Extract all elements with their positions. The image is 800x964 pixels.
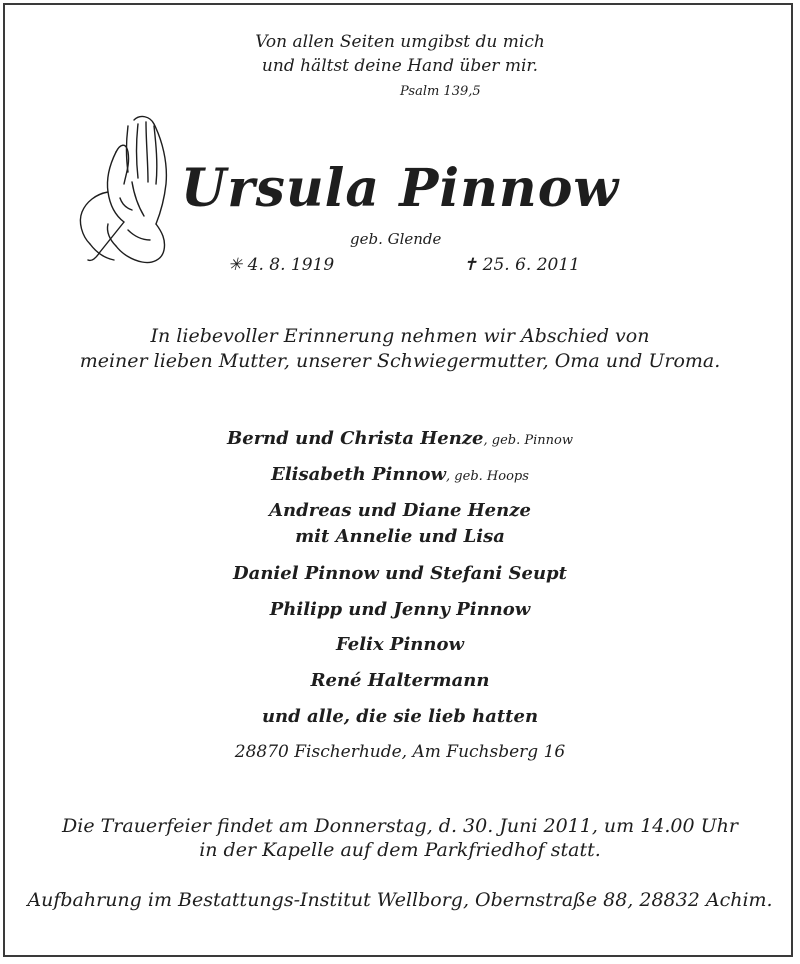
verse-line-2: und hältst deine Hand über mir. [261, 56, 539, 76]
funeral-line-1: Die Trauerfeier findet am Donnerstag, d. 30. Juni 2011, um 14.00 Uhr [62, 815, 738, 837]
death-date-row [463, 255, 580, 275]
family-address: 28870 Fischerhude, Am Fuchsberg 16 [234, 742, 566, 762]
mourner-5: Philipp und Jenny Pinnow [269, 599, 531, 620]
intro-line-1: In liebevoller Erinnerung nehmen wir Abschied von [150, 325, 650, 347]
deceased-name: Ursula Pinnow [180, 158, 620, 219]
mourner-1: Bernd und Christa Henze, geb. Pinnow [227, 428, 573, 449]
birth-star-icon: ✳ [228, 255, 243, 275]
mourner-2: Elisabeth Pinnow, geb. Hoops [271, 464, 529, 485]
mourner-4: Daniel Pinnow und Stefani Seupt [233, 563, 567, 584]
death-cross-icon: ✝ [463, 255, 478, 275]
mourner-3: Andreas und Diane Henze [269, 500, 531, 521]
verse-line-1: Von allen Seiten umgibst du mich [255, 32, 545, 52]
intro-line-2: meiner lieben Mutter, unserer Schwiegermutter, Oma und Uroma. [79, 350, 721, 372]
birth-date-row [228, 255, 334, 275]
birth-date: 4. 8. 1919 [247, 255, 335, 275]
maiden-name: geb. Glende [350, 230, 442, 248]
verse-reference: Psalm 139,5 [400, 84, 481, 99]
mourner-6: Felix Pinnow [336, 634, 464, 655]
death-date: 25. 6. 2011 [482, 255, 580, 275]
viewing-info: Aufbahrung im Bestattungs-Institut Wellborg, Obernstraße 88, 28832 Achim. [27, 889, 773, 911]
mourner-7: René Haltermann [310, 670, 490, 691]
funeral-line-2: in der Kapelle auf dem Parkfriedhof statt. [199, 839, 601, 861]
mourner-8: und alle, die sie lieb hatten [261, 706, 539, 727]
mourner-3b: mit Annelie und Lisa [295, 526, 505, 547]
